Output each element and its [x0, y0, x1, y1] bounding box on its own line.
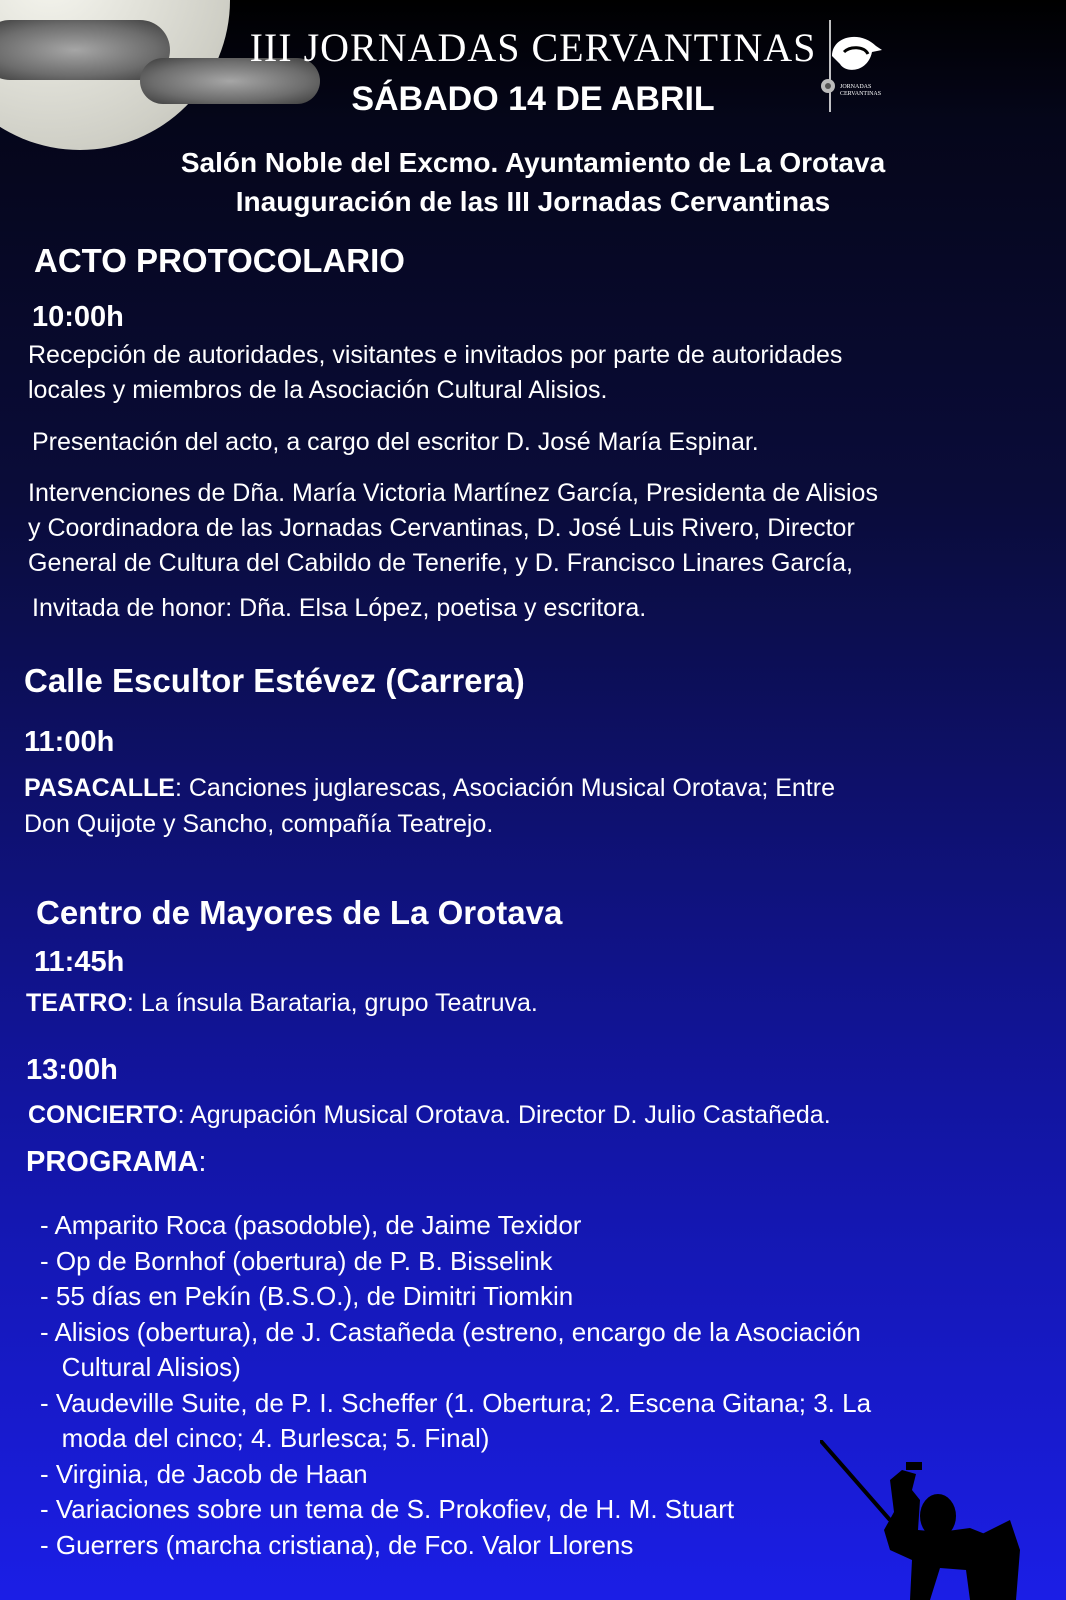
activity-text: : Canciones juglarescas, Asociación Musical Orotava; Entre [174, 774, 835, 802]
programa-label: PROGRAMA [26, 1146, 199, 1178]
section-heading: ACTO PROTOCOLARIO [34, 242, 405, 279]
paragraph: Presentación del acto, a cargo del escritor D. José María Espinar. [32, 428, 759, 456]
list-item: - Vaudeville Suite, de P. I. Scheffer (1. Obertura; 2. Escena Gitana; 3. La [40, 1387, 872, 1418]
event-time: 11:45h [34, 946, 125, 978]
activity-label: TEATRO [26, 989, 127, 1017]
paragraph: Invitada de honor: Dña. Elsa López, poetisa y escritora. [32, 594, 647, 622]
paragraph: Don Quijote y Sancho, compañía Teatrejo. [24, 810, 494, 838]
list-item: - 55 días en Pekín (B.S.O.), de Dimitri Tiomkin [40, 1281, 574, 1311]
list-item: - Amparito Roca (pasodoble), de Jaime Texidor [40, 1210, 582, 1240]
list-item: moda del cinco; 4. Burlesca; 5. Final) [40, 1423, 490, 1453]
event-date: SÁBADO 14 DE ABRIL [351, 80, 715, 118]
venue-line: Salón Noble del Excmo. Ayuntamiento de La Orotava [180, 147, 886, 178]
programa-heading [26, 1146, 206, 1179]
paragraph: General de Cultura del Cabildo de Tenerife, y D. Francisco Linares García, [28, 549, 853, 577]
list-item: - Variaciones sobre un tema de S. Prokofiev, de H. M. Stuart [40, 1494, 735, 1524]
list-item: - Op de Bornhof (obertura) de P. B. Bisselink [40, 1245, 553, 1276]
paragraph [28, 1097, 1048, 1133]
programa-colon: : [198, 1146, 207, 1178]
paragraph: Intervenciones de Dña. María Victoria Martínez García, Presidenta de Alisios [28, 479, 878, 507]
paragraph: locales y miembros de la Asociación Cultural Alisios. [28, 376, 608, 404]
list-item: - Alisios (obertura), de J. Castañeda (estreno, encargo de la Asociación [40, 1316, 861, 1347]
activity-label: PASACALLE [24, 774, 175, 802]
activity-text: : La ínsula Barataria, grupo Teatruva. [126, 989, 538, 1017]
section-heading: Calle Escultor Estévez (Carrera) [24, 662, 525, 699]
list-item: Cultural Alisios) [40, 1352, 241, 1382]
paragraph: Recepción de autoridades, visitantes e invitados por parte de autoridades [28, 341, 843, 369]
event-title: III JORNADAS CERVANTINAS [249, 25, 817, 70]
event-time: 11:00h [24, 726, 115, 758]
event-time: 13:00h [26, 1054, 118, 1086]
paragraph [24, 770, 1044, 806]
paragraph: y Coordinadora de las Jornadas Cervantinas, D. José Luis Rivero, Director [28, 514, 855, 542]
activity-text: : Agrupación Musical Orotava. Director D. Julio Castañeda. [177, 1101, 831, 1129]
activity-label: CONCIERTO [28, 1101, 178, 1129]
section-heading: Centro de Mayores de La Orotava [36, 894, 563, 931]
don-quixote-silhouette-icon [820, 1440, 1030, 1600]
jornadas-logo-icon [820, 16, 890, 116]
logo-text: CERVANTINAS [840, 91, 882, 97]
logo-text: JORNADAS [840, 84, 872, 90]
programa-list [40, 1208, 871, 1563]
list-item: - Virginia, de Jacob de Haan [40, 1458, 368, 1489]
list-item: - Guerrers (marcha cristiana), de Fco. Valor Llorens [40, 1529, 634, 1560]
venue-subtitle: Inauguración de las III Jornadas Cervantinas [235, 186, 831, 217]
paragraph [26, 985, 1046, 1021]
event-time: 10:00h [32, 301, 124, 333]
